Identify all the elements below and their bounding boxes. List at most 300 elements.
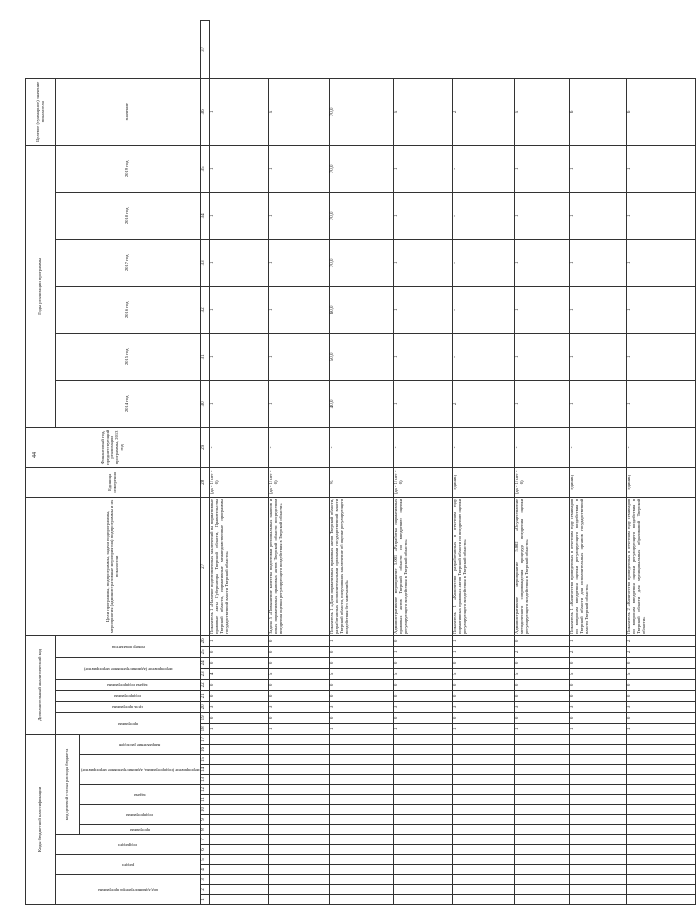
analytic-code-cell: 5 <box>626 668 695 679</box>
analytic-code-cell: 0 <box>626 679 695 690</box>
budget-code-cell <box>393 795 452 805</box>
budget-code-cell <box>268 895 329 905</box>
budget-code-cell <box>209 785 268 795</box>
analytic-code-cell: 0 <box>329 690 393 701</box>
budget-code-cell <box>329 745 393 755</box>
indicator-description: Показатель 2 «Количество проведенных в отчетном году семинаров по вопросам внедрения оценки регулирующего воздействия в Тверской области для муниципальных образований Тверской области» <box>626 497 695 635</box>
analytic-code-cell: 0 <box>569 657 626 668</box>
analytic-code-cell: 0 <box>268 712 329 723</box>
budget-code-cell <box>268 865 329 875</box>
target-value-cell: 6 <box>626 78 695 145</box>
analytic-code-cell: 0 <box>452 712 514 723</box>
budget-code-cell <box>393 885 452 895</box>
codes-group-header: Коды бюджетной классификации <box>26 734 56 904</box>
column-number: 10 <box>200 805 209 815</box>
program-code-header: программа <box>129 827 150 833</box>
analytic-code-cell: 3 <box>268 701 329 712</box>
budget-code-cell <box>626 795 695 805</box>
analytic-code-cell: 0 <box>626 657 695 668</box>
budget-code-cell <box>268 795 329 805</box>
budget-code-cell <box>626 734 695 744</box>
target-value-header: значение <box>56 78 201 145</box>
column-number: 23 <box>200 668 209 679</box>
budget-code-cell <box>452 835 514 845</box>
analytic-code-cell: 4 <box>209 668 268 679</box>
budget-code-cell <box>329 895 393 905</box>
analytic-code-cell: 1 <box>514 723 569 734</box>
budget-code-cell <box>626 885 695 895</box>
column-number: 5 <box>200 855 209 865</box>
analytic-code-cell: 0 <box>514 635 569 646</box>
column-number: 34 <box>200 192 209 239</box>
analytic-code-cell: 3 <box>626 701 695 712</box>
years-group-header: Годы реализации программы <box>26 145 56 427</box>
year-value-cell: 1 <box>393 333 452 380</box>
budget-code-cell <box>209 825 268 835</box>
budget-code-cell <box>329 755 393 765</box>
budget-code-cell <box>393 785 452 795</box>
analytic-activity-header: мероприятие (административное мероприятие) <box>83 666 173 672</box>
analytic-code-cell: 0 <box>209 657 268 668</box>
analytic-code-cell: 1 <box>209 723 268 734</box>
column-number: 37 <box>200 21 209 79</box>
base-year-cell: - <box>452 427 514 467</box>
table-row <box>329 21 393 905</box>
budget-code-cell <box>569 775 626 785</box>
base-year-cell: - <box>569 427 626 467</box>
budget-code-cell <box>209 775 268 785</box>
year-value-cell: 1 <box>393 239 452 286</box>
column-number: 25 <box>200 646 209 657</box>
analytic-code-cell: 0 <box>626 690 695 701</box>
budget-code-cell <box>514 775 569 785</box>
budget-code-cell <box>626 865 695 875</box>
budget-code-cell <box>514 825 569 835</box>
unit-cell: (да - 1/ нет - 0) <box>209 467 268 497</box>
year-value-cell: 1 <box>268 380 329 427</box>
analytic-code-cell: 0 <box>393 635 452 646</box>
column-number: 29 <box>200 427 209 467</box>
budget-code-cell <box>329 885 393 895</box>
year-value-cell: 1 <box>209 192 268 239</box>
analytic-code-cell: 0 <box>329 679 393 690</box>
unit-cell: (да - 1/ нет - 0) <box>268 467 329 497</box>
budget-code-cell <box>452 865 514 875</box>
budget-code-cell <box>268 755 329 765</box>
analytic-code-cell: 0 <box>393 679 452 690</box>
analytic-code-cell: 3 <box>514 701 569 712</box>
budget-code-cell <box>268 885 329 895</box>
budget-code-cell <box>626 895 695 905</box>
analytic-code-cell: 1 <box>452 646 514 657</box>
table-row <box>393 21 452 905</box>
budget-code-cell <box>514 845 569 855</box>
budget-code-cell <box>329 845 393 855</box>
budget-code-cell <box>329 835 393 845</box>
budget-code-cell <box>452 755 514 765</box>
budget-code-cell <box>268 845 329 855</box>
year-value-cell: 1 <box>626 286 695 333</box>
budget-code-cell <box>569 835 626 845</box>
budget-code-cell <box>268 815 329 825</box>
analytic-code-cell: 0 <box>569 712 626 723</box>
column-number: 20 <box>200 701 209 712</box>
budget-code-cell <box>209 765 268 775</box>
column-number: 27 <box>200 497 209 635</box>
analytic-code-cell: 0 <box>209 646 268 657</box>
base-year-cell: - <box>514 427 569 467</box>
year-value-cell: 1 <box>626 192 695 239</box>
budget-code-cell <box>626 755 695 765</box>
column-number: 28 <box>200 467 209 497</box>
year-value-cell: 1 <box>393 145 452 192</box>
unit-cell: единиц <box>626 467 695 497</box>
budget-code-cell <box>452 745 514 755</box>
budget-code-cell <box>268 765 329 775</box>
budget-code-cell <box>514 785 569 795</box>
analytic-code-cell: 0 <box>209 679 268 690</box>
year-value-cell: - <box>452 286 514 333</box>
budget-code-cell <box>393 815 452 825</box>
column-number: 18 <box>200 723 209 734</box>
budget-code-cell <box>569 885 626 895</box>
year-value-cell: 1 <box>514 333 569 380</box>
table-row <box>268 21 329 905</box>
target-article-header: код целевой статьи расхода бюджета <box>56 734 80 834</box>
year-value-cell: 1 <box>626 239 695 286</box>
analytic-code-cell: 1 <box>209 635 268 646</box>
analytic-code-cell: 0 <box>393 712 452 723</box>
column-number: 6 <box>200 845 209 855</box>
budget-code-cell <box>452 875 514 885</box>
budget-code-cell <box>452 825 514 835</box>
analytic-code-cell: 1 <box>329 723 393 734</box>
analytic-code-header: Дополнительный аналитический код <box>26 635 56 734</box>
year-value-cell: 70,0 <box>329 145 393 192</box>
budget-code-cell <box>268 745 329 755</box>
budget-code-cell <box>452 785 514 795</box>
budget-code-cell <box>393 734 452 744</box>
year-2014-header: 2014 год <box>56 380 201 427</box>
analytic-code-cell: 1 <box>626 723 695 734</box>
analytic-code-cell: 0 <box>452 690 514 701</box>
budget-code-cell <box>393 875 452 885</box>
table-row <box>209 21 268 905</box>
table-row <box>514 21 569 905</box>
analytic-code-cell: 5 <box>268 668 329 679</box>
budget-code-cell <box>393 745 452 755</box>
budget-code-cell <box>329 734 393 744</box>
budget-code-cell <box>452 895 514 905</box>
budget-code-cell <box>569 845 626 855</box>
budget-code-cell <box>393 765 452 775</box>
budget-code-cell <box>329 805 393 815</box>
budget-code-cell <box>393 865 452 875</box>
year-value-cell: 1 <box>569 192 626 239</box>
budget-code-cell <box>514 805 569 815</box>
budget-code-cell <box>393 805 452 815</box>
year-value-cell: 1 <box>514 286 569 333</box>
budget-code-cell <box>452 805 514 815</box>
target-value-cell: 70,0 <box>329 78 393 145</box>
analytic-code-cell: 0 <box>569 690 626 701</box>
budget-code-cell <box>209 755 268 765</box>
column-number: 3 <box>200 875 209 885</box>
analytic-code-cell: 0 <box>329 646 393 657</box>
column-number: 11 <box>200 795 209 805</box>
budget-code-cell <box>209 855 268 865</box>
year-value-cell: - <box>452 239 514 286</box>
budget-code-cell <box>329 865 393 875</box>
budget-code-cell <box>329 785 393 795</box>
year-value-cell: 2 <box>452 380 514 427</box>
indicator-description: Показатель 1 «Наличие подготовленных заключений на нормативные правовые акты Губернатора Тверской области, Правительства Тверской области, нормативные межведомственные программы государственной власти Тверской области» <box>209 497 268 635</box>
budget-code-cell <box>268 825 329 835</box>
unit-cell: (да - 1/ нет - 0) <box>514 467 569 497</box>
budget-code-cell <box>626 765 695 775</box>
section-header: раздел <box>121 862 134 868</box>
budget-code-cell <box>569 815 626 825</box>
budget-code-cell <box>514 895 569 905</box>
year-value-cell: 1 <box>514 239 569 286</box>
table-row <box>452 21 514 905</box>
budget-code-cell <box>209 835 268 845</box>
budget-code-cell <box>452 734 514 744</box>
column-number: 8 <box>200 825 209 835</box>
budget-code-cell <box>514 734 569 744</box>
budget-code-cell <box>514 835 569 845</box>
column-number: 12 <box>200 785 209 795</box>
column-number: 31 <box>200 333 209 380</box>
year-2017-header: 2017 год <box>56 239 201 286</box>
year-value-cell: 70,0 <box>329 239 393 286</box>
budget-code-cell <box>393 755 452 765</box>
year-2019-header: 2019 год <box>56 145 201 192</box>
unit-cell: (да - 1/ нет - 0) <box>393 467 452 497</box>
budget-code-cell <box>569 755 626 765</box>
column-number: 4 <box>200 865 209 875</box>
budget-code-cell <box>626 775 695 785</box>
base-year-cell: - <box>393 427 452 467</box>
analytic-code-cell: 0 <box>393 690 452 701</box>
budget-code-cell <box>329 855 393 865</box>
base-year-cell: - <box>329 427 393 467</box>
budget-code-cell <box>514 795 569 805</box>
indicator-description: Административное мероприятие 5.002 «Осуществление методического сопровождения процедур внедрения оценки регулирующего воздействия в Тверской области» <box>514 497 569 635</box>
base-year-cell: - <box>209 427 268 467</box>
year-value-cell: 1 <box>569 145 626 192</box>
year-value-cell: 1 <box>626 380 695 427</box>
year-value-cell: 1 <box>393 286 452 333</box>
indicator-description: Административное мероприятие 5.001 «Разработка нормативных правовых актов Тверской области по внедрению оценки регулирующего воздействия в Тверской области» <box>393 497 452 635</box>
target-value-cell: х <box>268 78 329 145</box>
base-year-header: Финансовый год, предшествующий реализации программы, 2013 год <box>26 427 201 467</box>
analytic-code-cell: 0 <box>268 679 329 690</box>
column-number: 22 <box>200 679 209 690</box>
analytic-code-cell: 5 <box>329 668 393 679</box>
column-number: 1 <box>200 895 209 905</box>
column-number: 16 <box>200 745 209 755</box>
activity-code-header: мероприятие (подпрограммы, административное мероприятие) <box>80 767 200 773</box>
indicator-description: Показатель 1 «Доля нормативных правовых актов Тверской области, разработанных исполнительными органами государственной власти Тверской области, получивших заключение об оценке регулирующего воздействия без замечаний» <box>329 497 393 635</box>
task-code-header: задача <box>133 792 146 798</box>
year-value-cell: 1 <box>268 192 329 239</box>
analytic-code-cell: 0 <box>514 690 569 701</box>
column-number: 35 <box>200 145 209 192</box>
year-value-cell: 1 <box>268 239 329 286</box>
column-number: 30 <box>200 380 209 427</box>
column-number: 9 <box>200 815 209 825</box>
budget-code-cell <box>329 875 393 885</box>
budget-code-cell <box>569 825 626 835</box>
column-number: 19 <box>200 712 209 723</box>
analytic-code-cell: 0 <box>268 646 329 657</box>
analytic-subprogram-header: подпрограмма <box>114 694 142 700</box>
budget-code-cell <box>569 875 626 885</box>
year-value-cell: 1 <box>268 145 329 192</box>
budget-code-cell <box>329 795 393 805</box>
budget-code-cell <box>626 855 695 865</box>
page-number: 44 <box>32 452 38 458</box>
indicator-description: Задача 5 «Повышение качества подготовки региональных законов и иных нормативных правовых актов Тверской области посредством внедрения оценки регулирующего воздействия в Тверской области» <box>268 497 329 635</box>
year-value-cell: 1 <box>569 239 626 286</box>
target-value-cell: 2 <box>452 78 514 145</box>
target-group-header: Целевое (суммарное) значение показателя <box>26 78 56 145</box>
budget-code-cell <box>268 734 329 744</box>
unit-cell: единиц <box>569 467 626 497</box>
analytic-code-cell: 1 <box>329 635 393 646</box>
unit-cell: % <box>329 467 393 497</box>
year-2016-header: 2016 год <box>56 286 201 333</box>
budget-code-cell <box>268 785 329 795</box>
budget-code-cell <box>268 875 329 885</box>
analytic-code-cell: 0 <box>268 635 329 646</box>
analytic-number-header: номер показателя <box>111 644 145 650</box>
year-value-cell: 1 <box>268 333 329 380</box>
analytic-code-cell: 1 <box>393 723 452 734</box>
column-number: 32 <box>200 286 209 333</box>
year-value-cell: - <box>452 145 514 192</box>
budget-code-cell <box>626 835 695 845</box>
analytic-code-cell: 1 <box>569 723 626 734</box>
column-number: 26 <box>200 635 209 646</box>
column-numbers-row <box>200 21 209 905</box>
budget-code-cell <box>569 765 626 775</box>
year-value-cell: 1 <box>209 145 268 192</box>
budget-code-cell <box>452 885 514 895</box>
analytic-code-cell: 5 <box>514 668 569 679</box>
base-year-cell: - <box>626 427 695 467</box>
budget-code-cell <box>569 855 626 865</box>
analytic-goal-header: цель программы <box>112 705 144 711</box>
column-number: 7 <box>200 835 209 845</box>
year-value-cell: 1 <box>626 333 695 380</box>
budget-code-cell <box>209 745 268 755</box>
year-value-cell: 1 <box>209 239 268 286</box>
analytic-code-cell: 1 <box>268 723 329 734</box>
budget-code-cell <box>514 885 569 895</box>
budget-code-cell <box>393 825 452 835</box>
budget-code-cell <box>209 845 268 855</box>
program-indicators-table <box>25 20 646 905</box>
year-value-cell: 1 <box>626 145 695 192</box>
expense-direction-header: направление расходов <box>119 742 161 748</box>
target-value-cell: 6 <box>569 78 626 145</box>
budget-code-cell <box>626 745 695 755</box>
year-value-cell: 40,0 <box>329 380 393 427</box>
budget-code-cell <box>209 795 268 805</box>
analytic-code-cell: 1 <box>569 635 626 646</box>
budget-code-cell <box>393 775 452 785</box>
column-number: 2 <box>200 885 209 895</box>
analytic-code-cell: 0 <box>626 712 695 723</box>
year-value-cell: 1 <box>268 286 329 333</box>
budget-code-cell <box>514 765 569 775</box>
year-value-cell: 50,0 <box>329 333 393 380</box>
analytic-code-cell: 0 <box>268 657 329 668</box>
budget-code-cell <box>569 745 626 755</box>
budget-code-cell <box>626 815 695 825</box>
budget-code-cell <box>209 815 268 825</box>
column-number: 33 <box>200 239 209 286</box>
table-row <box>626 21 695 905</box>
analytic-code-cell: 0 <box>329 712 393 723</box>
year-value-cell: 60,0 <box>329 286 393 333</box>
analytic-code-cell: 0 <box>452 679 514 690</box>
budget-code-cell <box>393 835 452 845</box>
analytic-code-cell: 5 <box>569 668 626 679</box>
year-value-cell: - <box>452 333 514 380</box>
budget-code-cell <box>209 865 268 875</box>
unit-header: Единица измерения <box>26 467 201 497</box>
column-number: 15 <box>200 755 209 765</box>
budget-code-cell <box>268 855 329 865</box>
budget-code-cell <box>626 845 695 855</box>
year-value-cell: 1 <box>569 333 626 380</box>
goals-header: Цели программы, подпрограммы, задачи подпрограммы, мероприятия (административные мероприятия) подпрограммы и их показатели <box>26 497 201 635</box>
budget-code-cell <box>393 895 452 905</box>
budget-code-cell <box>329 775 393 785</box>
budget-code-cell <box>514 865 569 875</box>
budget-code-cell <box>569 734 626 744</box>
indicator-description: Показатель 1 «Количество разработанных в отчетном году нормативных правовых актов Тверской области по внедрению оценки регулирующего воздействия в Тверской области» <box>452 497 514 635</box>
budget-code-cell <box>452 855 514 865</box>
column-number: 21 <box>200 690 209 701</box>
budget-code-cell <box>329 815 393 825</box>
target-value-cell: х <box>514 78 569 145</box>
budget-code-cell <box>329 825 393 835</box>
year-value-cell: 1 <box>569 286 626 333</box>
analytic-code-cell: 1 <box>452 723 514 734</box>
analytic-code-cell: 1 <box>452 635 514 646</box>
budget-code-cell <box>626 825 695 835</box>
year-value-cell: 1 <box>209 286 268 333</box>
base-year-cell: - <box>268 427 329 467</box>
subprogram-code-header: подпрограмма <box>126 812 154 818</box>
year-value-cell: 1 <box>209 380 268 427</box>
indicator-description: Показатель 1 «Количество проведенных в отчетном году семинаров по вопросам внедрения оценки регулирующего воздействия в Тверской области для исполнительных органов государственной власти Тверской области» <box>569 497 626 635</box>
year-value-cell: 1 <box>514 380 569 427</box>
budget-code-cell <box>209 885 268 895</box>
analytic-code-cell: 3 <box>393 701 452 712</box>
budget-code-cell <box>569 865 626 875</box>
budget-code-cell <box>514 815 569 825</box>
budget-code-cell <box>268 775 329 785</box>
budget-code-cell <box>626 785 695 795</box>
analytic-task-header: задача подпрограммы <box>107 683 149 689</box>
year-value-cell: 1 <box>393 192 452 239</box>
analytic-code-cell: 2 <box>626 646 695 657</box>
